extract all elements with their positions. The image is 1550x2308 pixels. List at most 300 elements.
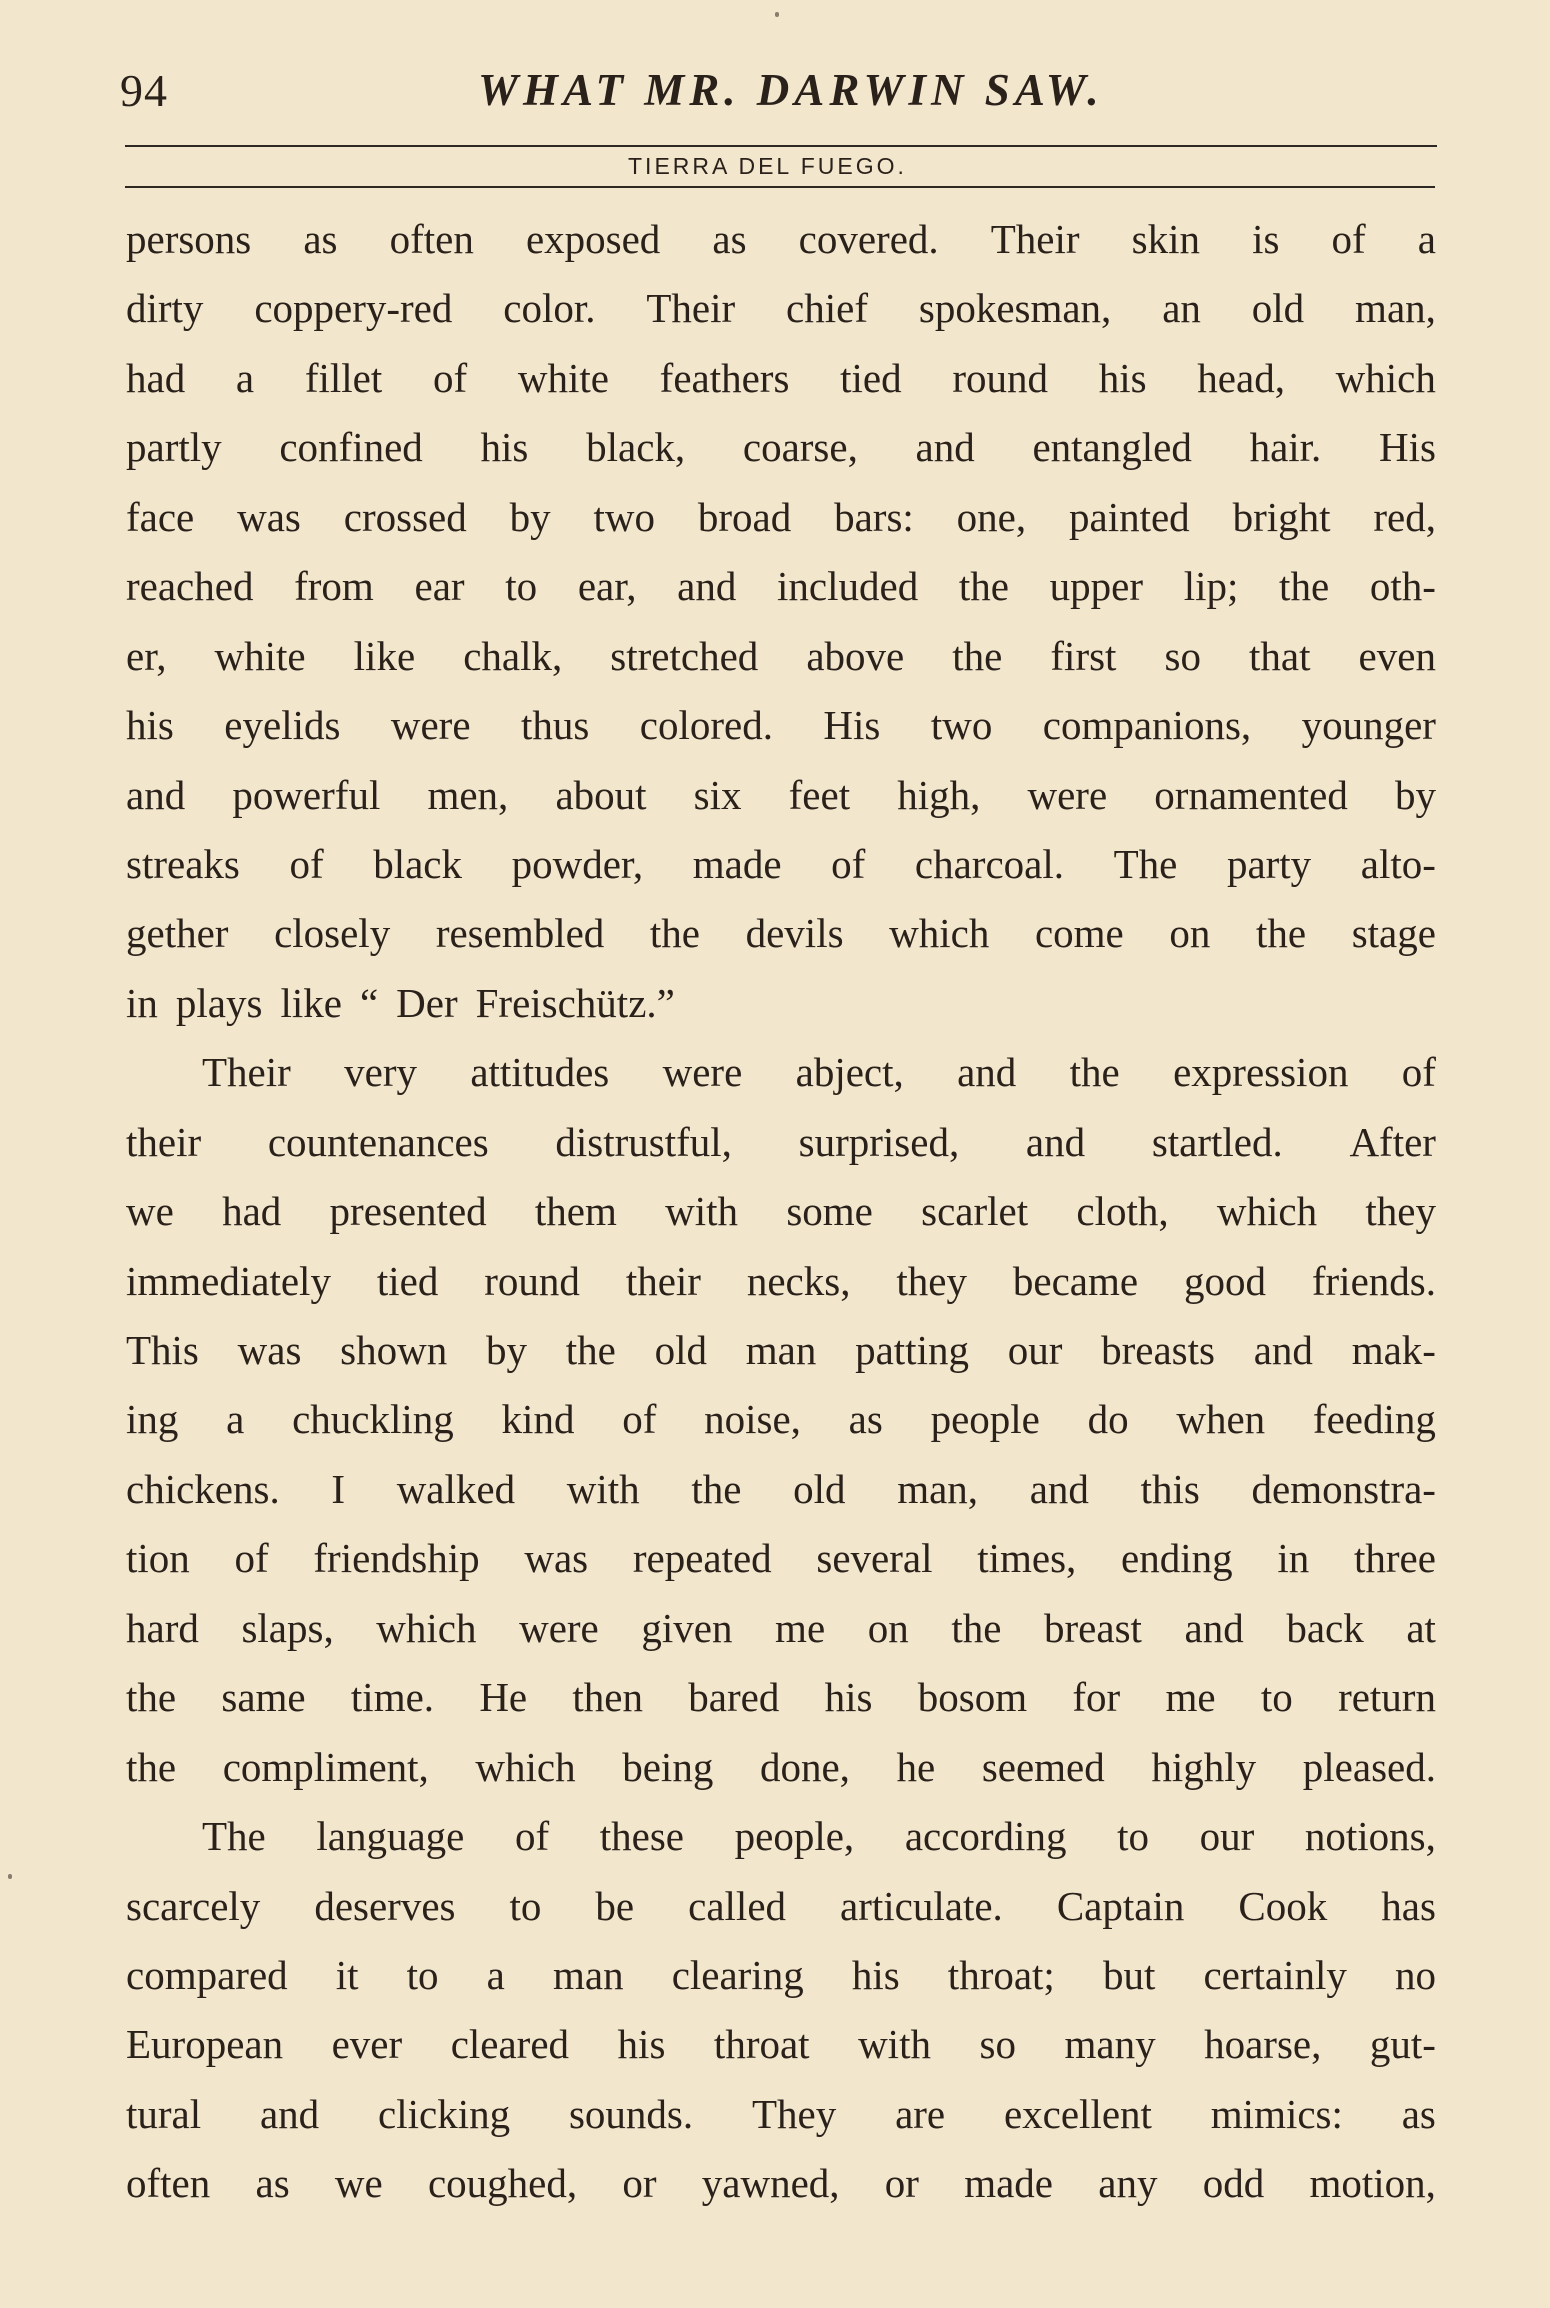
word: tion xyxy=(126,1535,190,1582)
word: breasts xyxy=(1101,1327,1215,1373)
word: tural xyxy=(126,2090,202,2137)
word: and xyxy=(677,563,737,610)
text-line xyxy=(126,1108,1436,1177)
word: the xyxy=(1279,563,1330,610)
word: which xyxy=(889,910,990,957)
word: Their xyxy=(646,285,736,332)
word: black xyxy=(373,840,462,887)
word: is xyxy=(1252,216,1280,262)
word: language xyxy=(316,1813,465,1860)
word: the xyxy=(1255,910,1307,957)
word: coppery-red xyxy=(254,285,453,332)
word: tied xyxy=(376,1257,439,1304)
word: of xyxy=(831,840,866,887)
word: of xyxy=(289,840,324,887)
word: white xyxy=(517,354,609,401)
word: several xyxy=(816,1535,933,1582)
word: had xyxy=(222,1188,282,1235)
word: that xyxy=(1249,632,1311,679)
word: our xyxy=(1199,1813,1255,1860)
word: motion, xyxy=(1309,2160,1436,2207)
word: these xyxy=(599,1813,685,1860)
ink-speck xyxy=(775,12,779,17)
word: ear, xyxy=(577,563,637,610)
word: had xyxy=(126,354,186,401)
text-line xyxy=(126,1594,1436,1663)
text-line xyxy=(126,2010,1436,2079)
word: Cook xyxy=(1238,1882,1328,1929)
word: party xyxy=(1226,840,1312,887)
word: being xyxy=(622,1743,714,1790)
word: highly xyxy=(1151,1743,1257,1790)
word: them xyxy=(534,1188,617,1235)
word: oth- xyxy=(1369,563,1436,610)
word: this xyxy=(1140,1465,1200,1512)
word: were xyxy=(1027,771,1108,818)
word: often xyxy=(126,2160,211,2207)
word: as xyxy=(712,216,747,262)
text-line xyxy=(126,830,1436,899)
word: slaps, xyxy=(241,1604,334,1651)
word: old xyxy=(654,1327,707,1373)
word: attitudes xyxy=(470,1049,610,1096)
word: with xyxy=(665,1188,739,1235)
word: expression xyxy=(1173,1049,1349,1096)
word: which xyxy=(475,1743,576,1790)
word: The xyxy=(202,1813,266,1860)
word: surprised, xyxy=(798,1118,960,1165)
word: and xyxy=(915,424,975,471)
text-line xyxy=(126,1802,1436,1871)
word: notions, xyxy=(1304,1813,1436,1860)
word: kind xyxy=(501,1396,575,1443)
word: very xyxy=(344,1049,417,1096)
word: They xyxy=(751,2090,837,2137)
word: which xyxy=(1216,1188,1318,1235)
word: crossed xyxy=(343,493,467,540)
word: distrustful, xyxy=(555,1118,732,1165)
word: done, xyxy=(759,1743,850,1790)
word: mak- xyxy=(1351,1327,1436,1373)
word: excellent xyxy=(1003,2090,1152,2137)
word: younger xyxy=(1301,702,1436,749)
word: to xyxy=(1117,1813,1149,1860)
word: throat; xyxy=(947,1951,1055,1998)
word: old xyxy=(793,1465,846,1512)
word: he xyxy=(896,1743,936,1790)
word: walked xyxy=(396,1465,516,1512)
word: He xyxy=(479,1674,528,1721)
text-line xyxy=(126,1385,1436,1454)
word: back xyxy=(1286,1604,1364,1651)
word: but xyxy=(1102,1951,1156,1998)
word: given xyxy=(641,1604,733,1651)
word: his xyxy=(1098,354,1147,401)
word: me xyxy=(1165,1674,1216,1721)
word: powder, xyxy=(511,840,644,887)
word: ear xyxy=(414,563,465,610)
text-line xyxy=(126,969,1436,1038)
word: noise, xyxy=(704,1396,801,1443)
text-line xyxy=(126,1733,1436,1802)
word: colored. xyxy=(639,702,773,749)
text-line xyxy=(126,205,1436,274)
text-line xyxy=(126,344,1436,413)
word: gether xyxy=(126,910,229,957)
word: scarcely xyxy=(126,1882,261,1929)
word: face xyxy=(126,493,195,540)
word: which xyxy=(1335,354,1436,401)
word: above xyxy=(806,632,905,679)
word: black, xyxy=(586,424,686,471)
word: chickens. xyxy=(126,1465,280,1512)
word: like xyxy=(280,979,342,1026)
word: with xyxy=(858,2021,931,2068)
word: man xyxy=(745,1327,817,1373)
word: the xyxy=(951,1604,1002,1651)
word: as xyxy=(1401,2090,1436,2137)
word: persons xyxy=(126,216,252,262)
word: by xyxy=(509,493,551,540)
word: hard xyxy=(126,1604,199,1651)
word: by xyxy=(486,1327,527,1373)
word: repeated xyxy=(632,1535,772,1582)
word: which xyxy=(376,1604,477,1651)
word: After xyxy=(1349,1118,1436,1165)
word: lip; xyxy=(1183,563,1239,610)
word: alto- xyxy=(1360,840,1436,887)
text-line xyxy=(126,1316,1436,1385)
word: devils xyxy=(745,910,844,957)
word: bars: xyxy=(834,493,914,540)
word: and xyxy=(259,2090,320,2137)
word: men, xyxy=(427,771,509,818)
word: or xyxy=(622,2160,657,2207)
word: as xyxy=(303,216,338,262)
word: as xyxy=(848,1396,883,1443)
word: was xyxy=(524,1535,589,1582)
word: of xyxy=(432,354,468,401)
word: feeding xyxy=(1312,1396,1436,1443)
word: startled. xyxy=(1151,1118,1283,1165)
word: friendship xyxy=(313,1535,480,1582)
word: scarlet xyxy=(921,1188,1029,1235)
word: gut- xyxy=(1369,2021,1436,2068)
word: Their xyxy=(202,1049,291,1096)
header-rule-bottom xyxy=(125,186,1435,188)
word: and xyxy=(1029,1465,1089,1512)
word: charcoal. xyxy=(914,840,1064,887)
word: his xyxy=(480,424,529,471)
word: three xyxy=(1353,1535,1436,1582)
word: from xyxy=(294,563,374,610)
word: and xyxy=(1253,1327,1313,1373)
text-line xyxy=(126,1177,1436,1246)
word: to xyxy=(509,1882,542,1929)
word: by xyxy=(1394,771,1436,818)
word: coughed, xyxy=(427,2160,578,2207)
word: partly xyxy=(126,424,222,471)
word: and xyxy=(957,1049,1017,1096)
word: of xyxy=(622,1396,657,1443)
word: certainly xyxy=(1203,1951,1347,1998)
word: dirty xyxy=(126,285,204,332)
word: like xyxy=(353,632,416,679)
word: be xyxy=(595,1882,635,1929)
word: His xyxy=(1379,424,1436,471)
word: included xyxy=(777,563,919,610)
word: they xyxy=(1365,1188,1436,1235)
word: his xyxy=(824,1674,873,1721)
running-title: WHAT MR. DARWIN SAW. xyxy=(478,65,1104,115)
word: made xyxy=(964,2160,1053,2207)
word: compliment, xyxy=(222,1743,429,1790)
word: confined xyxy=(279,424,423,471)
word: the xyxy=(691,1465,742,1512)
word: a xyxy=(1417,216,1436,262)
word: This xyxy=(126,1327,199,1373)
word: breast xyxy=(1044,1604,1142,1651)
word: first xyxy=(1050,632,1117,679)
word: hair. xyxy=(1249,424,1322,471)
text-line xyxy=(126,2080,1436,2149)
word: bosom xyxy=(917,1674,1028,1721)
word: good xyxy=(1183,1257,1266,1304)
text-line xyxy=(126,483,1436,552)
text-line xyxy=(126,1247,1436,1316)
word: broad xyxy=(697,493,792,540)
word: painted xyxy=(1069,493,1190,540)
word: one, xyxy=(956,493,1027,540)
text-line xyxy=(126,1872,1436,1941)
word: ever xyxy=(331,2021,403,2068)
word: his xyxy=(851,1951,900,1998)
ink-speck xyxy=(8,1874,12,1879)
word: sounds. xyxy=(568,2090,694,2137)
word: of xyxy=(234,1535,269,1582)
word: odd xyxy=(1202,2160,1265,2207)
word: and xyxy=(1025,1118,1086,1165)
word: articulate. xyxy=(840,1882,1003,1929)
word: to xyxy=(505,563,538,610)
word: bared xyxy=(688,1674,780,1721)
word: at xyxy=(1406,1604,1436,1651)
word: on xyxy=(867,1604,909,1651)
text-line xyxy=(126,1455,1436,1524)
text-line xyxy=(126,1038,1436,1107)
word: compared xyxy=(126,1951,288,1998)
word: come xyxy=(1034,910,1124,957)
word: eyelids xyxy=(224,702,341,749)
word: “ xyxy=(359,979,379,1026)
word: stage xyxy=(1351,910,1436,957)
word: six xyxy=(693,771,742,818)
word: throat xyxy=(713,2021,810,2068)
word: hoarse, xyxy=(1204,2021,1322,2068)
word: covered. xyxy=(798,216,939,262)
word: no xyxy=(1394,1951,1436,1998)
word: in xyxy=(1277,1535,1310,1582)
word: pleased. xyxy=(1302,1743,1436,1790)
word: me xyxy=(775,1604,826,1651)
word: about xyxy=(555,771,647,818)
text-line xyxy=(126,274,1436,343)
word: as xyxy=(255,2160,290,2207)
word: according xyxy=(904,1813,1067,1860)
word: head, xyxy=(1197,354,1285,401)
word: to xyxy=(406,1951,439,1998)
word: entangled xyxy=(1032,424,1192,471)
word: chuckling xyxy=(292,1396,454,1443)
word: cloth, xyxy=(1076,1188,1169,1235)
word: round xyxy=(952,354,1048,401)
word: time. xyxy=(350,1674,435,1721)
word: coarse, xyxy=(742,424,858,471)
word: for xyxy=(1072,1674,1121,1721)
word: Their xyxy=(990,216,1080,262)
word: resembled xyxy=(435,910,605,957)
word: thus xyxy=(520,702,590,749)
word: abject, xyxy=(795,1049,904,1096)
word: a xyxy=(226,1396,245,1443)
word: immediately xyxy=(126,1257,331,1304)
word: return xyxy=(1338,1674,1436,1721)
text-line xyxy=(126,1524,1436,1593)
word: streaks xyxy=(126,840,240,887)
word: chief xyxy=(786,285,868,332)
word: they xyxy=(896,1257,967,1304)
word: cleared xyxy=(450,2021,570,2068)
word: exposed xyxy=(525,216,661,262)
word: our xyxy=(1007,1327,1063,1373)
word: even xyxy=(1358,632,1436,679)
word: shown xyxy=(340,1327,448,1373)
word: of xyxy=(514,1813,550,1860)
word: his xyxy=(126,702,174,749)
word: on xyxy=(1169,910,1211,957)
word: called xyxy=(688,1882,787,1929)
word: tied xyxy=(840,354,902,401)
word: the xyxy=(1069,1049,1120,1096)
word: it xyxy=(335,1951,359,1998)
word: were xyxy=(519,1604,599,1651)
word: yawned, xyxy=(701,2160,840,2207)
word: fillet xyxy=(304,354,383,401)
word: His xyxy=(823,702,881,749)
word: people, xyxy=(734,1813,855,1860)
word: high, xyxy=(897,771,981,818)
word: deserves xyxy=(314,1882,456,1929)
word: do xyxy=(1087,1396,1129,1443)
word: made xyxy=(692,840,782,887)
word: were xyxy=(390,702,471,749)
word: mimics: xyxy=(1210,2090,1343,2137)
word: Captain xyxy=(1056,1882,1185,1929)
word: was xyxy=(237,1327,302,1373)
word: bright xyxy=(1232,493,1331,540)
word: clicking xyxy=(378,2090,511,2137)
text-line xyxy=(126,552,1436,621)
word: so xyxy=(979,2021,1016,2068)
word: skin xyxy=(1131,216,1200,262)
word: er, xyxy=(126,632,167,679)
word: Freischütz.” xyxy=(475,979,675,1026)
word: the xyxy=(565,1327,616,1373)
word: patting xyxy=(855,1327,969,1373)
word: the xyxy=(958,563,1009,610)
word: then xyxy=(572,1674,643,1721)
word: was xyxy=(237,493,301,540)
word: I xyxy=(331,1465,346,1512)
word: closely xyxy=(274,910,391,957)
word: chalk, xyxy=(463,632,563,679)
word: to xyxy=(1260,1674,1293,1721)
word: reached xyxy=(126,563,254,610)
text-line xyxy=(126,1941,1436,2010)
word: man, xyxy=(897,1465,979,1512)
word: we xyxy=(126,1188,174,1235)
word: companions, xyxy=(1042,702,1252,749)
word: friends. xyxy=(1311,1257,1436,1304)
word: two xyxy=(930,702,993,749)
word: are xyxy=(895,2090,946,2137)
word: same xyxy=(221,1674,306,1721)
word: so xyxy=(1164,632,1201,679)
word: white xyxy=(214,632,306,679)
word: or xyxy=(884,2160,919,2207)
word: the xyxy=(126,1674,177,1721)
word: man xyxy=(552,1951,624,1998)
word: red, xyxy=(1373,493,1436,540)
word: powerful xyxy=(232,771,381,818)
body-text xyxy=(126,205,1436,2219)
word: ornamented xyxy=(1154,771,1348,818)
text-line xyxy=(126,691,1436,760)
word: of xyxy=(1401,1049,1436,1096)
word: their xyxy=(625,1257,701,1304)
text-line xyxy=(126,899,1436,968)
word: times, xyxy=(977,1535,1077,1582)
text-line xyxy=(126,761,1436,830)
word: any xyxy=(1098,2160,1158,2207)
word: upper xyxy=(1049,563,1144,610)
word: color. xyxy=(503,285,596,332)
word: became xyxy=(1012,1257,1139,1304)
word: when xyxy=(1176,1396,1266,1443)
word: clearing xyxy=(671,1951,804,1998)
word: some xyxy=(786,1188,873,1235)
word: with xyxy=(566,1465,640,1512)
word: many xyxy=(1064,2021,1156,2068)
word: the xyxy=(649,910,700,957)
word: ing xyxy=(126,1396,179,1443)
word: demonstra- xyxy=(1251,1465,1436,1512)
word: people xyxy=(930,1396,1040,1443)
word: a xyxy=(235,354,255,401)
word: countenances xyxy=(267,1118,489,1165)
word: European xyxy=(126,2021,284,2068)
word: two xyxy=(593,493,655,540)
word: and xyxy=(126,771,186,818)
word: round xyxy=(484,1257,580,1304)
word: his xyxy=(617,2021,666,2068)
word: we xyxy=(334,2160,383,2207)
text-line xyxy=(126,2149,1436,2218)
header-rule-top xyxy=(125,145,1437,147)
word: seemed xyxy=(981,1743,1105,1790)
text-line xyxy=(126,622,1436,691)
word: presented xyxy=(329,1188,487,1235)
